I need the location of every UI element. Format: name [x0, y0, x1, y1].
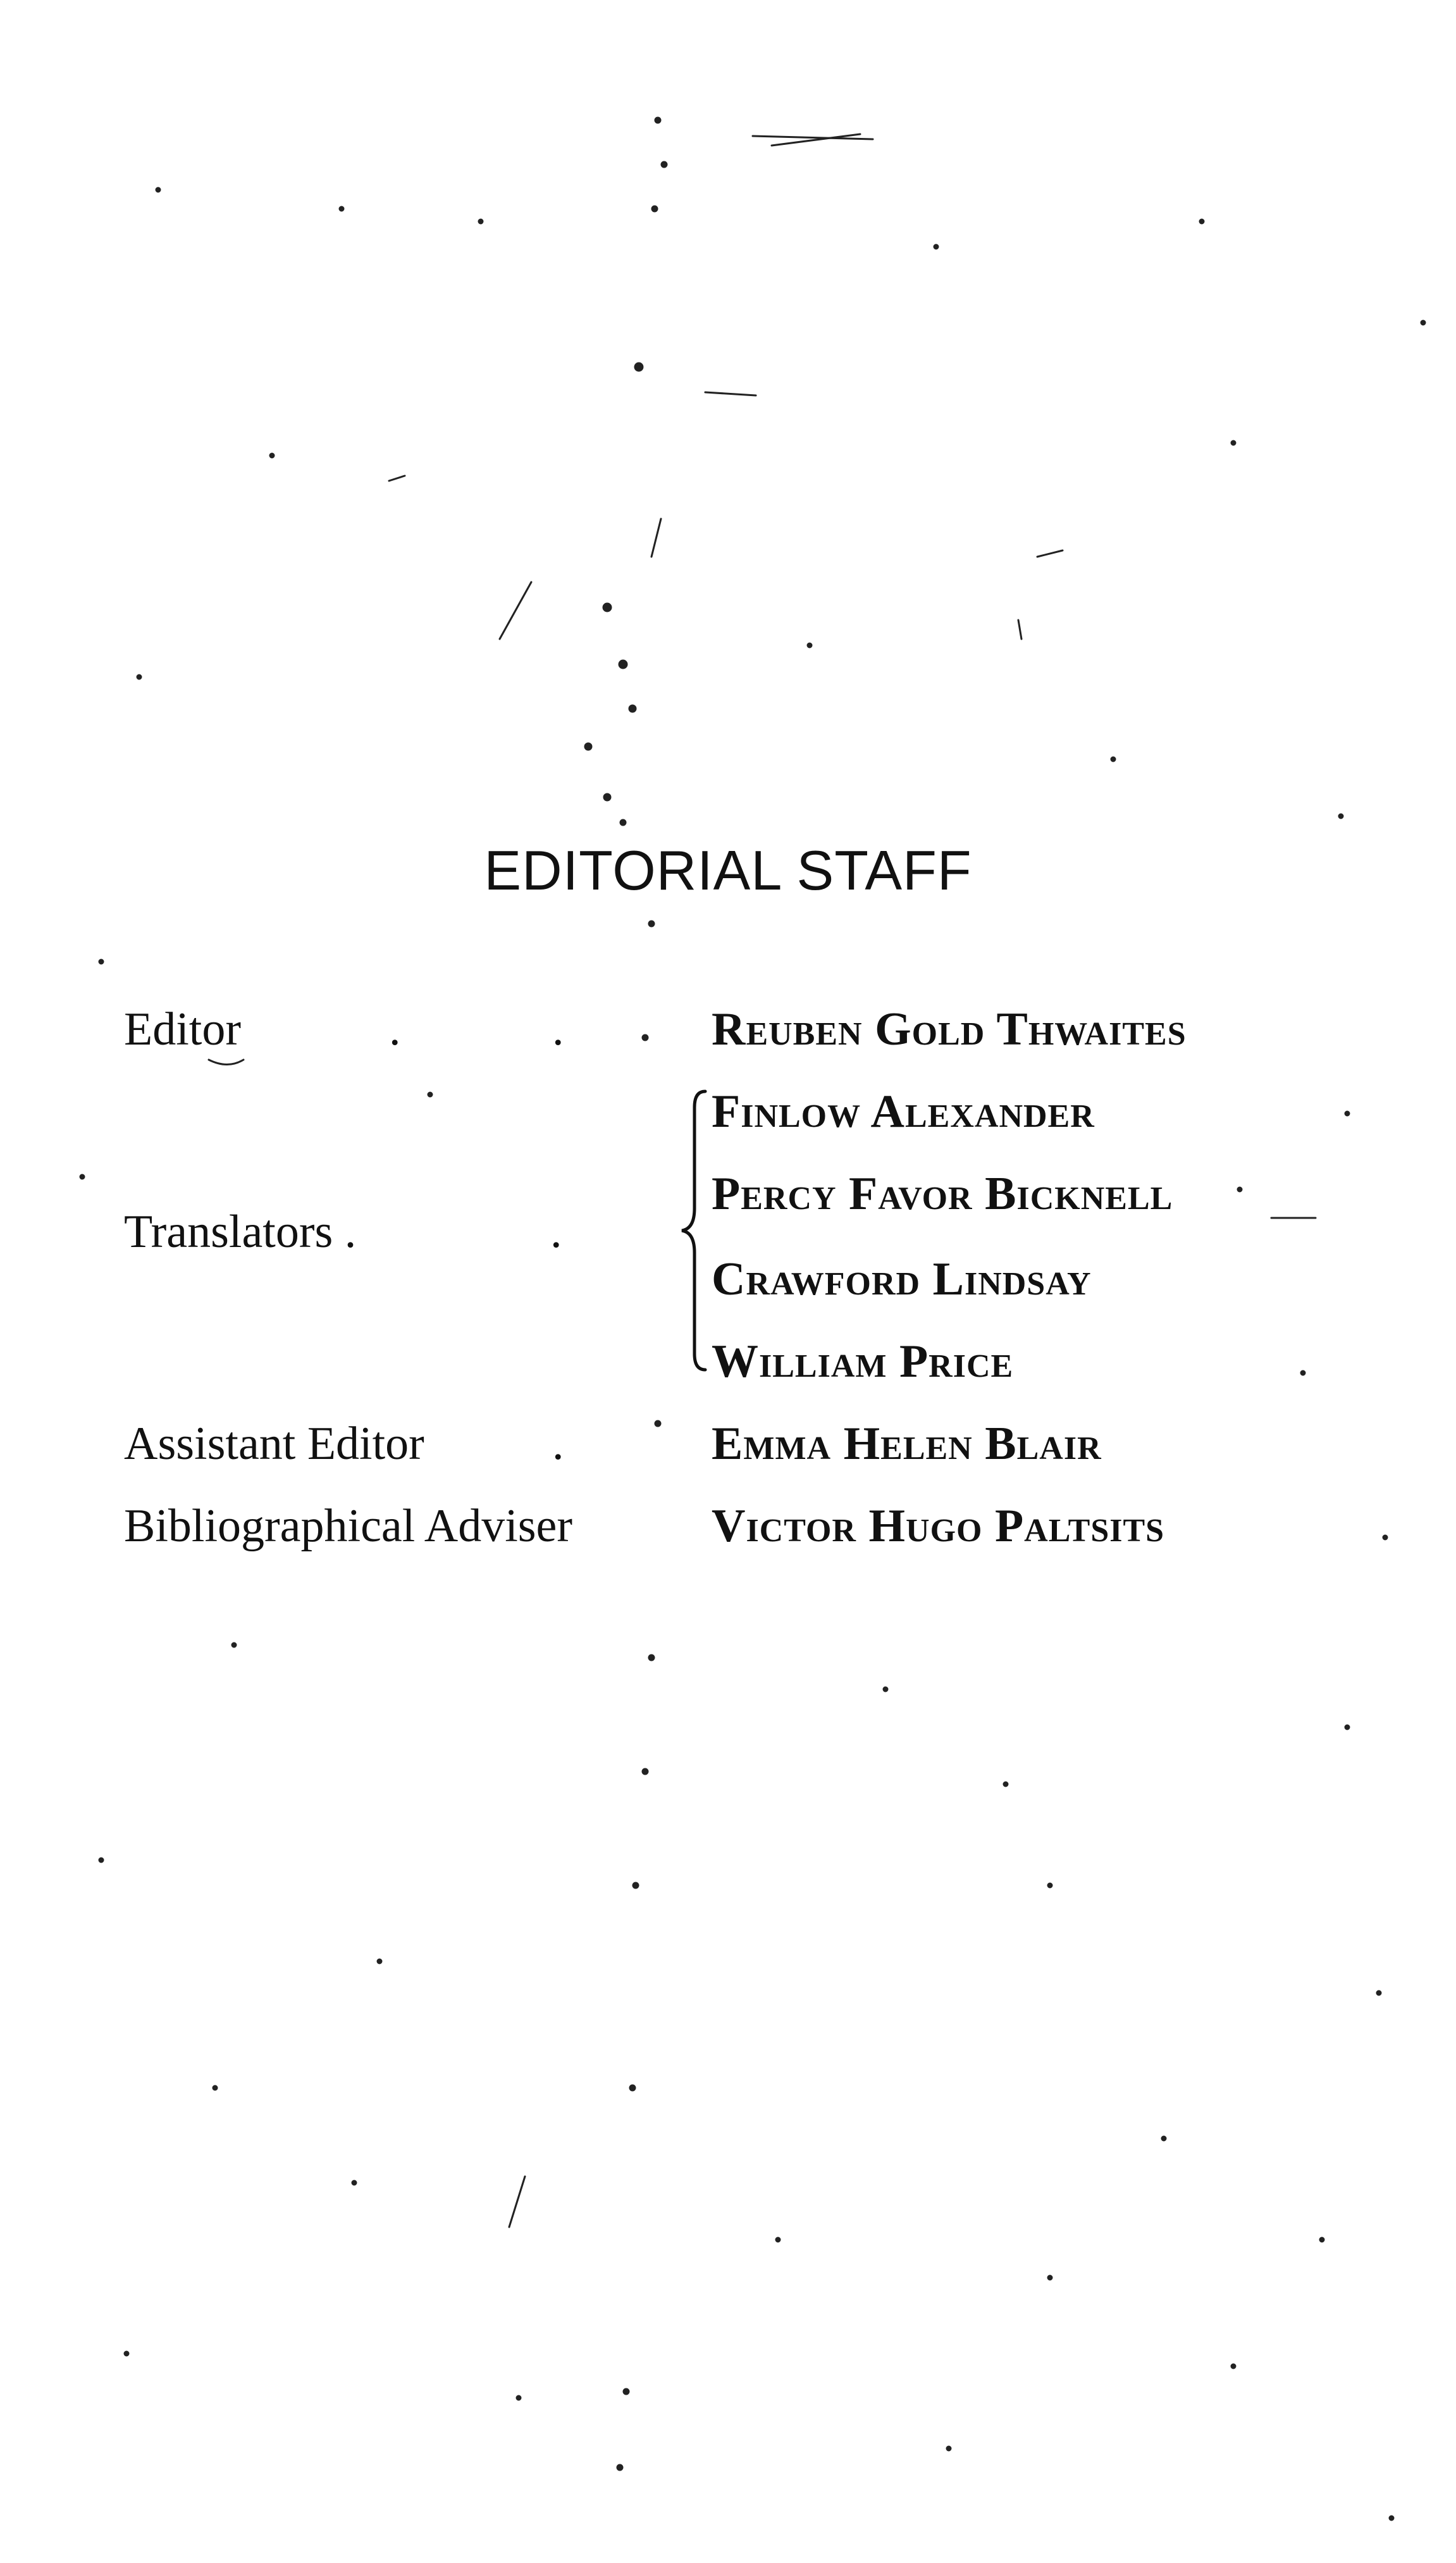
translator-name: Finlow Alexander — [712, 1086, 1095, 1138]
translators-brace — [670, 1088, 708, 1373]
editor-role-label: Editor — [124, 1003, 241, 1055]
editor-name: Reuben Gold Thwaites — [712, 1003, 1187, 1055]
translator-name: Crawford Lindsay — [712, 1253, 1092, 1305]
bibliographical-adviser-name: Victor Hugo Paltsits — [712, 1500, 1165, 1552]
bibliographical-adviser-role-label: Bibliographical Adviser — [124, 1500, 573, 1552]
translator-name: William Price — [712, 1336, 1014, 1387]
assistant-editor-role-label: Assistant Editor — [124, 1418, 424, 1470]
page-title: EDITORIAL STAFF — [484, 839, 972, 902]
leader-dot: . — [389, 1003, 401, 1055]
leader-dot: . — [552, 1003, 564, 1055]
translators-role-label: Translators . — [124, 1206, 357, 1258]
leader-dot: . — [552, 1418, 564, 1470]
translator-name: Percy Favor Bicknell — [712, 1168, 1173, 1220]
assistant-editor-name: Emma Helen Blair — [712, 1418, 1102, 1470]
leader-dot: . — [550, 1206, 562, 1258]
